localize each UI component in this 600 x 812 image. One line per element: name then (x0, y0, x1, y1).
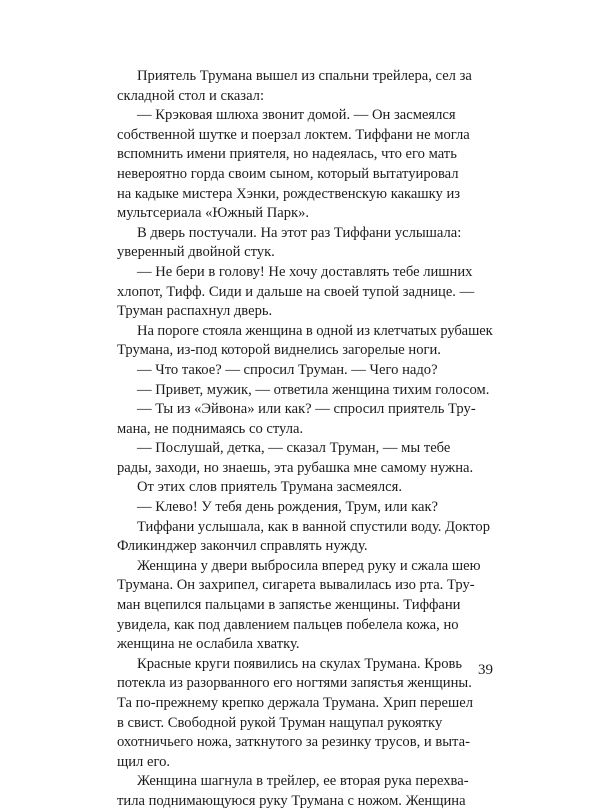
text-line: — Послушай, детка, — сказал Труман, — мы тебе (137, 440, 451, 457)
text-line: охотничьего ножа, заткнутого за резинку трусов, и выта- (117, 734, 470, 751)
text-line: собственной шутке и поерзал локтем. Тиффани не могла (117, 126, 470, 143)
text-line: невероятно горда своим сыном, который вытатуировал (117, 165, 459, 182)
text-line: — Привет, мужик, — ответила женщина тихим голосом. (137, 381, 490, 398)
text-line: уверенный двойной стук. (117, 244, 275, 261)
text-line: Женщина шагнула в трейлер, ее вторая рука перехва- (137, 773, 469, 790)
text-line: потекла из разорванного его ногтями запястья женщины. (117, 675, 472, 692)
text-line: хлопот, Тифф. Сиди и дальше на своей тупой заднице. — (117, 283, 475, 300)
text-line: мана, не поднимаясь со стула. (117, 420, 304, 437)
text-line: Трумана, из-под которой виднелись загорелые ноги. (117, 342, 441, 359)
text-line: — Крэковая шлюха звонит домой. — Он засмеялся (137, 107, 456, 124)
text-line: Приятель Трумана вышел из спальни трейлера, сел за (137, 68, 472, 84)
text-line: щил его. (117, 753, 171, 770)
text-line: рады, заходи, но знаешь, эта рубашка мне самому нужна. (117, 459, 474, 476)
text-line: Фликинджер закончил справлять нужду. (117, 538, 368, 555)
text-line: Труман распахнул дверь. (117, 303, 273, 320)
page-body-text (117, 67, 493, 812)
text-line: на кадыке мистера Хэнки, рождественскую какашку из (117, 185, 461, 202)
text-line: женщина не ослабила хватку. (117, 636, 300, 653)
text-line: мультсериала «Южный Парк». (117, 205, 310, 222)
text-line: вспомнить имени приятеля, но надеялась, что его мать (117, 146, 457, 163)
text-line: — Что такое? — спросил Труман. — Чего надо? (137, 361, 438, 378)
page-number: 39 (478, 662, 493, 678)
text-line: В дверь постучали. На этот раз Тиффани услышала: (137, 224, 462, 241)
text-line: Красные круги появились на скулах Трумана. Кровь (137, 655, 463, 672)
text-line: — Клево! У тебя день рождения, Трум, или как? (137, 499, 439, 516)
text-line: Трумана. Он захрипел, сигарета вывалилась изо рта. Тру- (117, 577, 475, 594)
text-line: От этих слов приятель Трумана засмеялся. (137, 479, 403, 496)
text-line: Женщина у двери выбросила вперед руку и сжала шею (137, 557, 481, 574)
text-line: складной стол и сказал: (117, 87, 265, 104)
text-line: Та по-прежнему крепко держала Трумана. Хрип перешел (117, 695, 473, 711)
text-line: увидела, как под давлением пальцев побелела кожа, но (117, 616, 459, 633)
text-line: в свист. Свободной рукой Труман нащупал рукоятку (117, 714, 443, 731)
text-line: — Ты из «Эйвона» или как? — спросил приятель Тру- (137, 401, 476, 418)
text-line: Тиффани услышала, как в ванной спустили воду. Доктор (137, 518, 491, 535)
text-line: — Не бери в голову! Не хочу доставлять тебе лишних (137, 263, 473, 280)
text-line: ман вцепился пальцами в запястье женщины. Тиффани (117, 597, 461, 614)
text-line: На пороге стояла женщина в одной из клетчатых рубашек (137, 322, 493, 339)
text-line: тила поднимающуюся руку Трумана с ножом. Женщина (117, 792, 466, 809)
